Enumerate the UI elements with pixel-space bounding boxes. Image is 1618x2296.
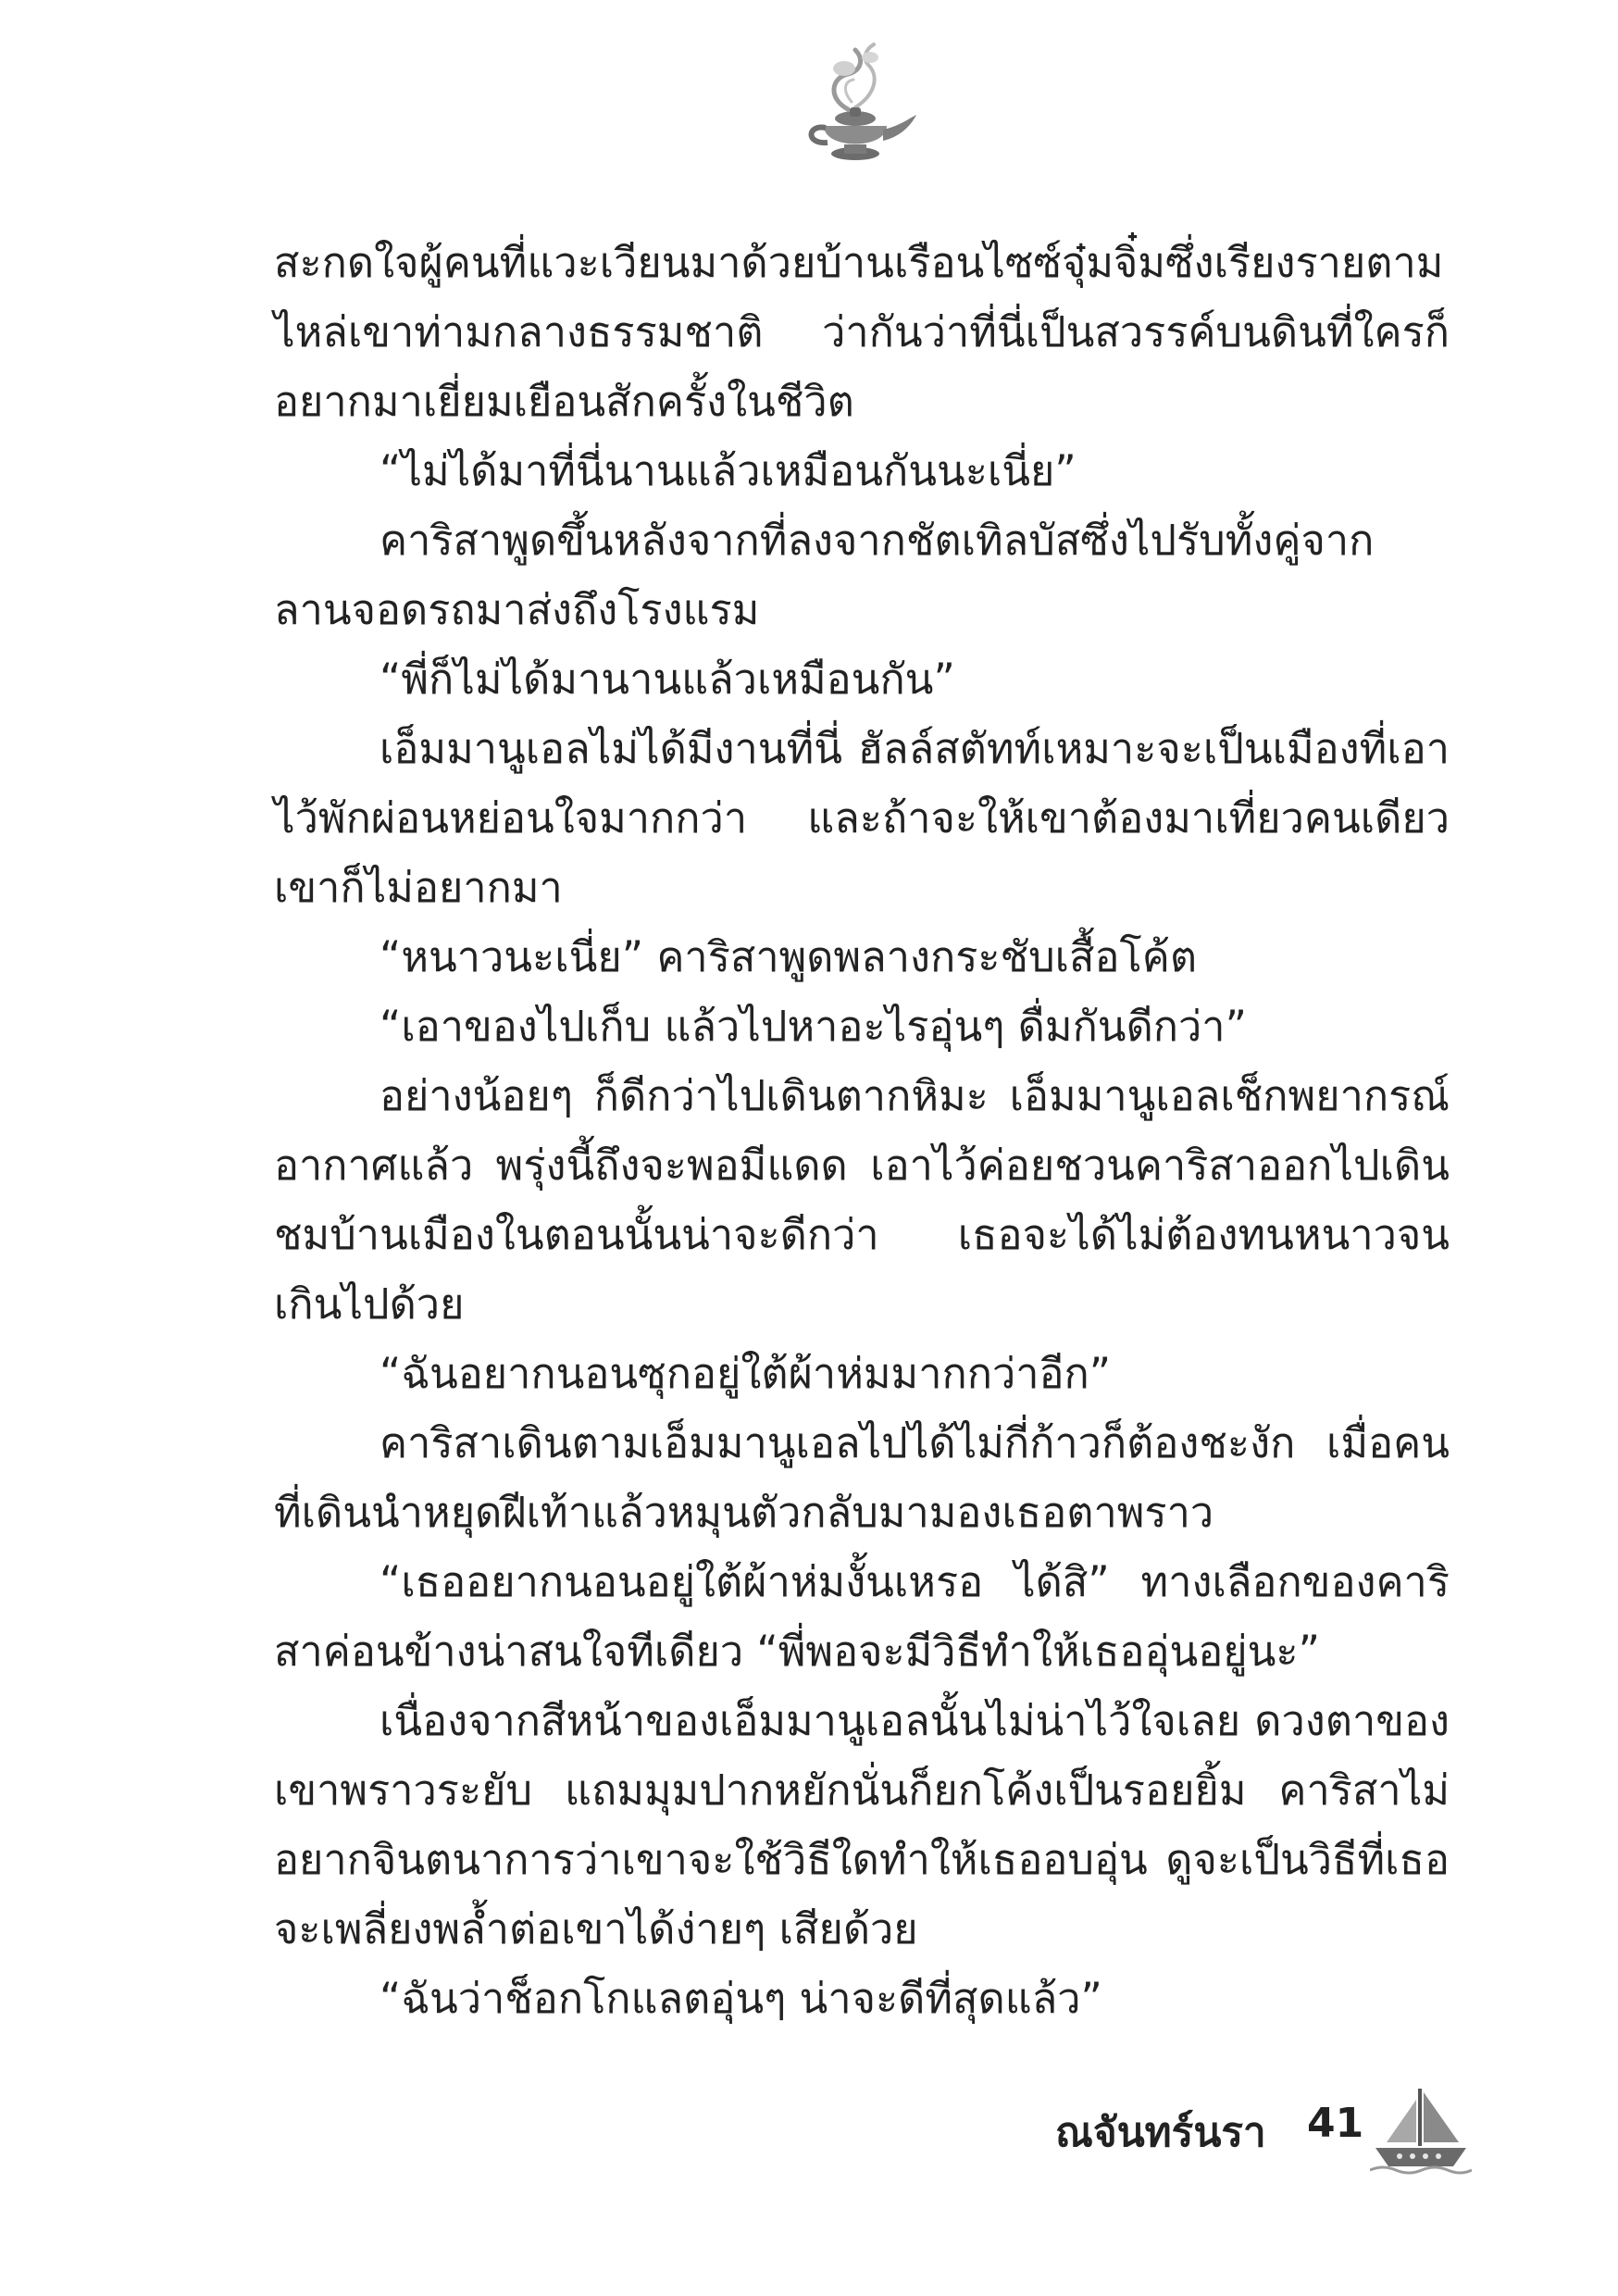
paragraph-9: “ฉันอยากนอนซุกอยู่ใต้ผ้าห่มมากกว่าอีก” [380, 1349, 1112, 1398]
page-number: 41 [1307, 2100, 1364, 2147]
paragraph-11: “เธออยากนอนอยู่ใต้ผ้าห่มงั้นเหรอ ได้สิ” ทางเลือกของคาริสาค่อนข้างน่าสนใจทีเดียว “พี่พอจะมีวิธีทำให้เธออุ่นอยู่นะ” [274, 1557, 1450, 1676]
sailboat-icon [1370, 2083, 1472, 2176]
paragraph-6: “หนาวนะเนี่ย” คาริสาพูดพลางกระชับเสื้อโค้ต [380, 932, 1198, 981]
paragraph-5: เอ็มมานูเอลไม่ได้มีงานที่นี่ ฮัลล์สตัทท์เหมาะจะเป็นเมืองที่เอาไว้พักผ่อนหย่อนใจมากกว่า และถ้าจะให้เขาต้องมาเที่ยวคนเดียว เขาก็ไม่อยากมา [274, 724, 1450, 912]
paragraph-3: คาริสาพูดขึ้นหลังจากที่ลงจากชัตเทิลบัสซึ่งไปรับทั้งคู่จากลานจอดรถมาส่งถึงโรงแรม [274, 516, 1375, 634]
paragraph-1: สะกดใจผู้คนที่แวะเวียนมาด้วยบ้านเรือนไซซ์จุ๋มจิ๋มซึ่งเรียงรายตามไหล่เขาท่ามกลางธรรมชาติ ว่ากันว่าที่นี่เป็นสวรรค์บนดินที่ใครก็อยากมาเยี่ยมเยือนสักครั้งในชีวิต [274, 238, 1450, 426]
page-footer [1055, 2083, 1518, 2176]
genie-lamp-ornament-icon [790, 37, 920, 176]
paragraph-12: เนื่องจากสีหน้าของเอ็มมานูเอลนั้นไม่น่าไว้ใจเลย ดวงตาของเขาพราวระยับ แถมมุมปากหยักนั่นก็ยกโค้งเป็นรอยยิ้ม คาริสาไม่อยากจินตนาการว่าเขาจะใช้วิธีใดทำให้เธออบอุ่น ดูจะเป็นวิธีที่เธอจะเพลี่ยงพล้ำต่อเขาได้ง่ายๆ เสียด้วย [274, 1696, 1450, 1953]
paragraph-2: “ไม่ได้มาที่นี่นานแล้วเหมือนกันนะเนี่ย” [380, 446, 1077, 495]
paragraph-8: อย่างน้อยๆ ก็ดีกว่าไปเดินตากหิมะ เอ็มมานูเอลเช็กพยากรณ์อากาศแล้ว พรุ่งนี้ถึงจะพอมีแดด เอาไว้ค่อยชวนคาริสาออกไปเดินชมบ้านเมืองในตอนนั้นน่าจะดีกว่า เธอจะได้ไม่ต้องทนหนาวจนเกินไปด้วย [274, 1071, 1450, 1329]
paragraph-10: คาริสาเดินตามเอ็มมานูเอลไปได้ไม่กี่ก้าวก็ต้องชะงัก เมื่อคนที่เดินนำหยุดฝีเท้าแล้วหมุนตัวกลับมามองเธอตาพราว [274, 1418, 1450, 1537]
paragraph-13: “ฉันว่าช็อกโกแลตอุ่นๆ น่าจะดีที่สุดแล้ว” [380, 1974, 1102, 2023]
footer-author: ณจันทร์นรา [1055, 2109, 1266, 2156]
paragraph-4: “พี่ก็ไม่ได้มานานแล้วเหมือนกัน” [380, 655, 955, 704]
body-text [274, 228, 1450, 2033]
paragraph-7: “เอาของไปเก็บ แล้วไปหาอะไรอุ่นๆ ดื่มกันดีกว่า” [380, 1002, 1247, 1051]
